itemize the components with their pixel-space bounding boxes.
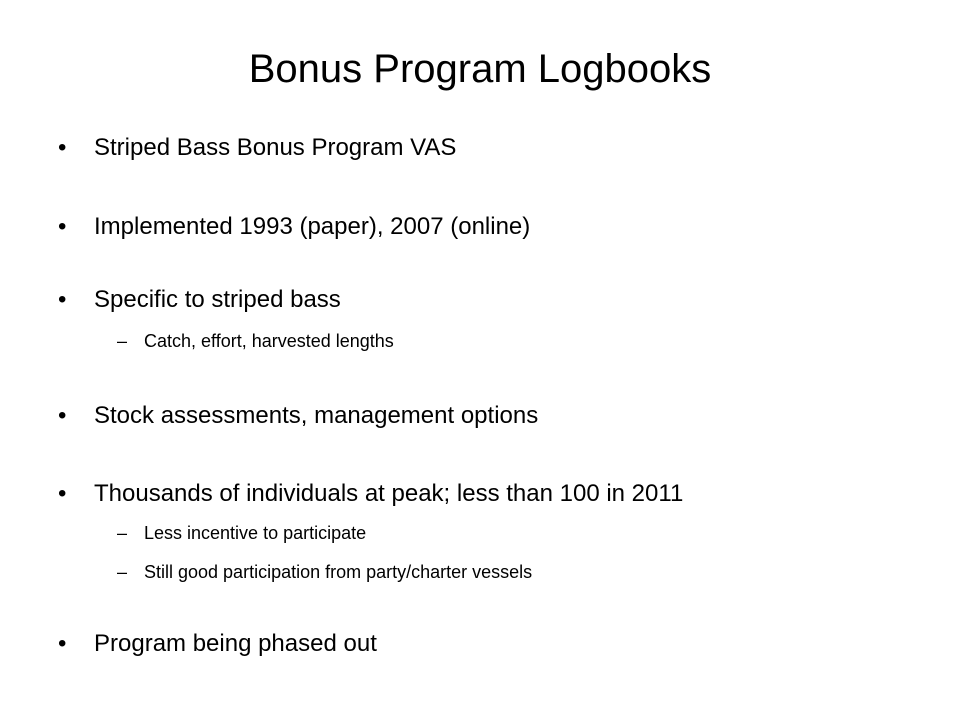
bullet-marker: • — [58, 213, 67, 240]
bullet-text: Striped Bass Bonus Program VAS — [94, 134, 457, 161]
bullet-text: Thousands of individuals at peak; less than 100 in 2011 — [94, 480, 684, 507]
sub-bullet-marker: – — [117, 331, 128, 351]
sub-bullet-marker: – — [117, 562, 128, 582]
bullet-marker: • — [58, 134, 67, 161]
sub-bullet-marker: – — [117, 523, 128, 543]
bullet-text: Stock assessments, management options — [94, 402, 539, 429]
bullet-text: Implemented 1993 (paper), 2007 (online) — [94, 213, 531, 240]
sub-bullet-text: Catch, effort, harvested lengths — [144, 331, 394, 351]
bullet-text: Program being phased out — [94, 630, 377, 657]
sub-bullet-text: Still good participation from party/charter vessels — [144, 562, 533, 582]
bullet-text: Specific to striped bass — [94, 286, 341, 313]
bullet-marker: • — [58, 286, 67, 313]
bullet-marker: • — [58, 480, 67, 507]
sub-bullet-text: Less incentive to participate — [144, 523, 367, 543]
bullet-marker: • — [58, 402, 67, 429]
bullet-marker: • — [58, 630, 67, 657]
slide-title: Bonus Program Logbooks — [248, 47, 712, 91]
